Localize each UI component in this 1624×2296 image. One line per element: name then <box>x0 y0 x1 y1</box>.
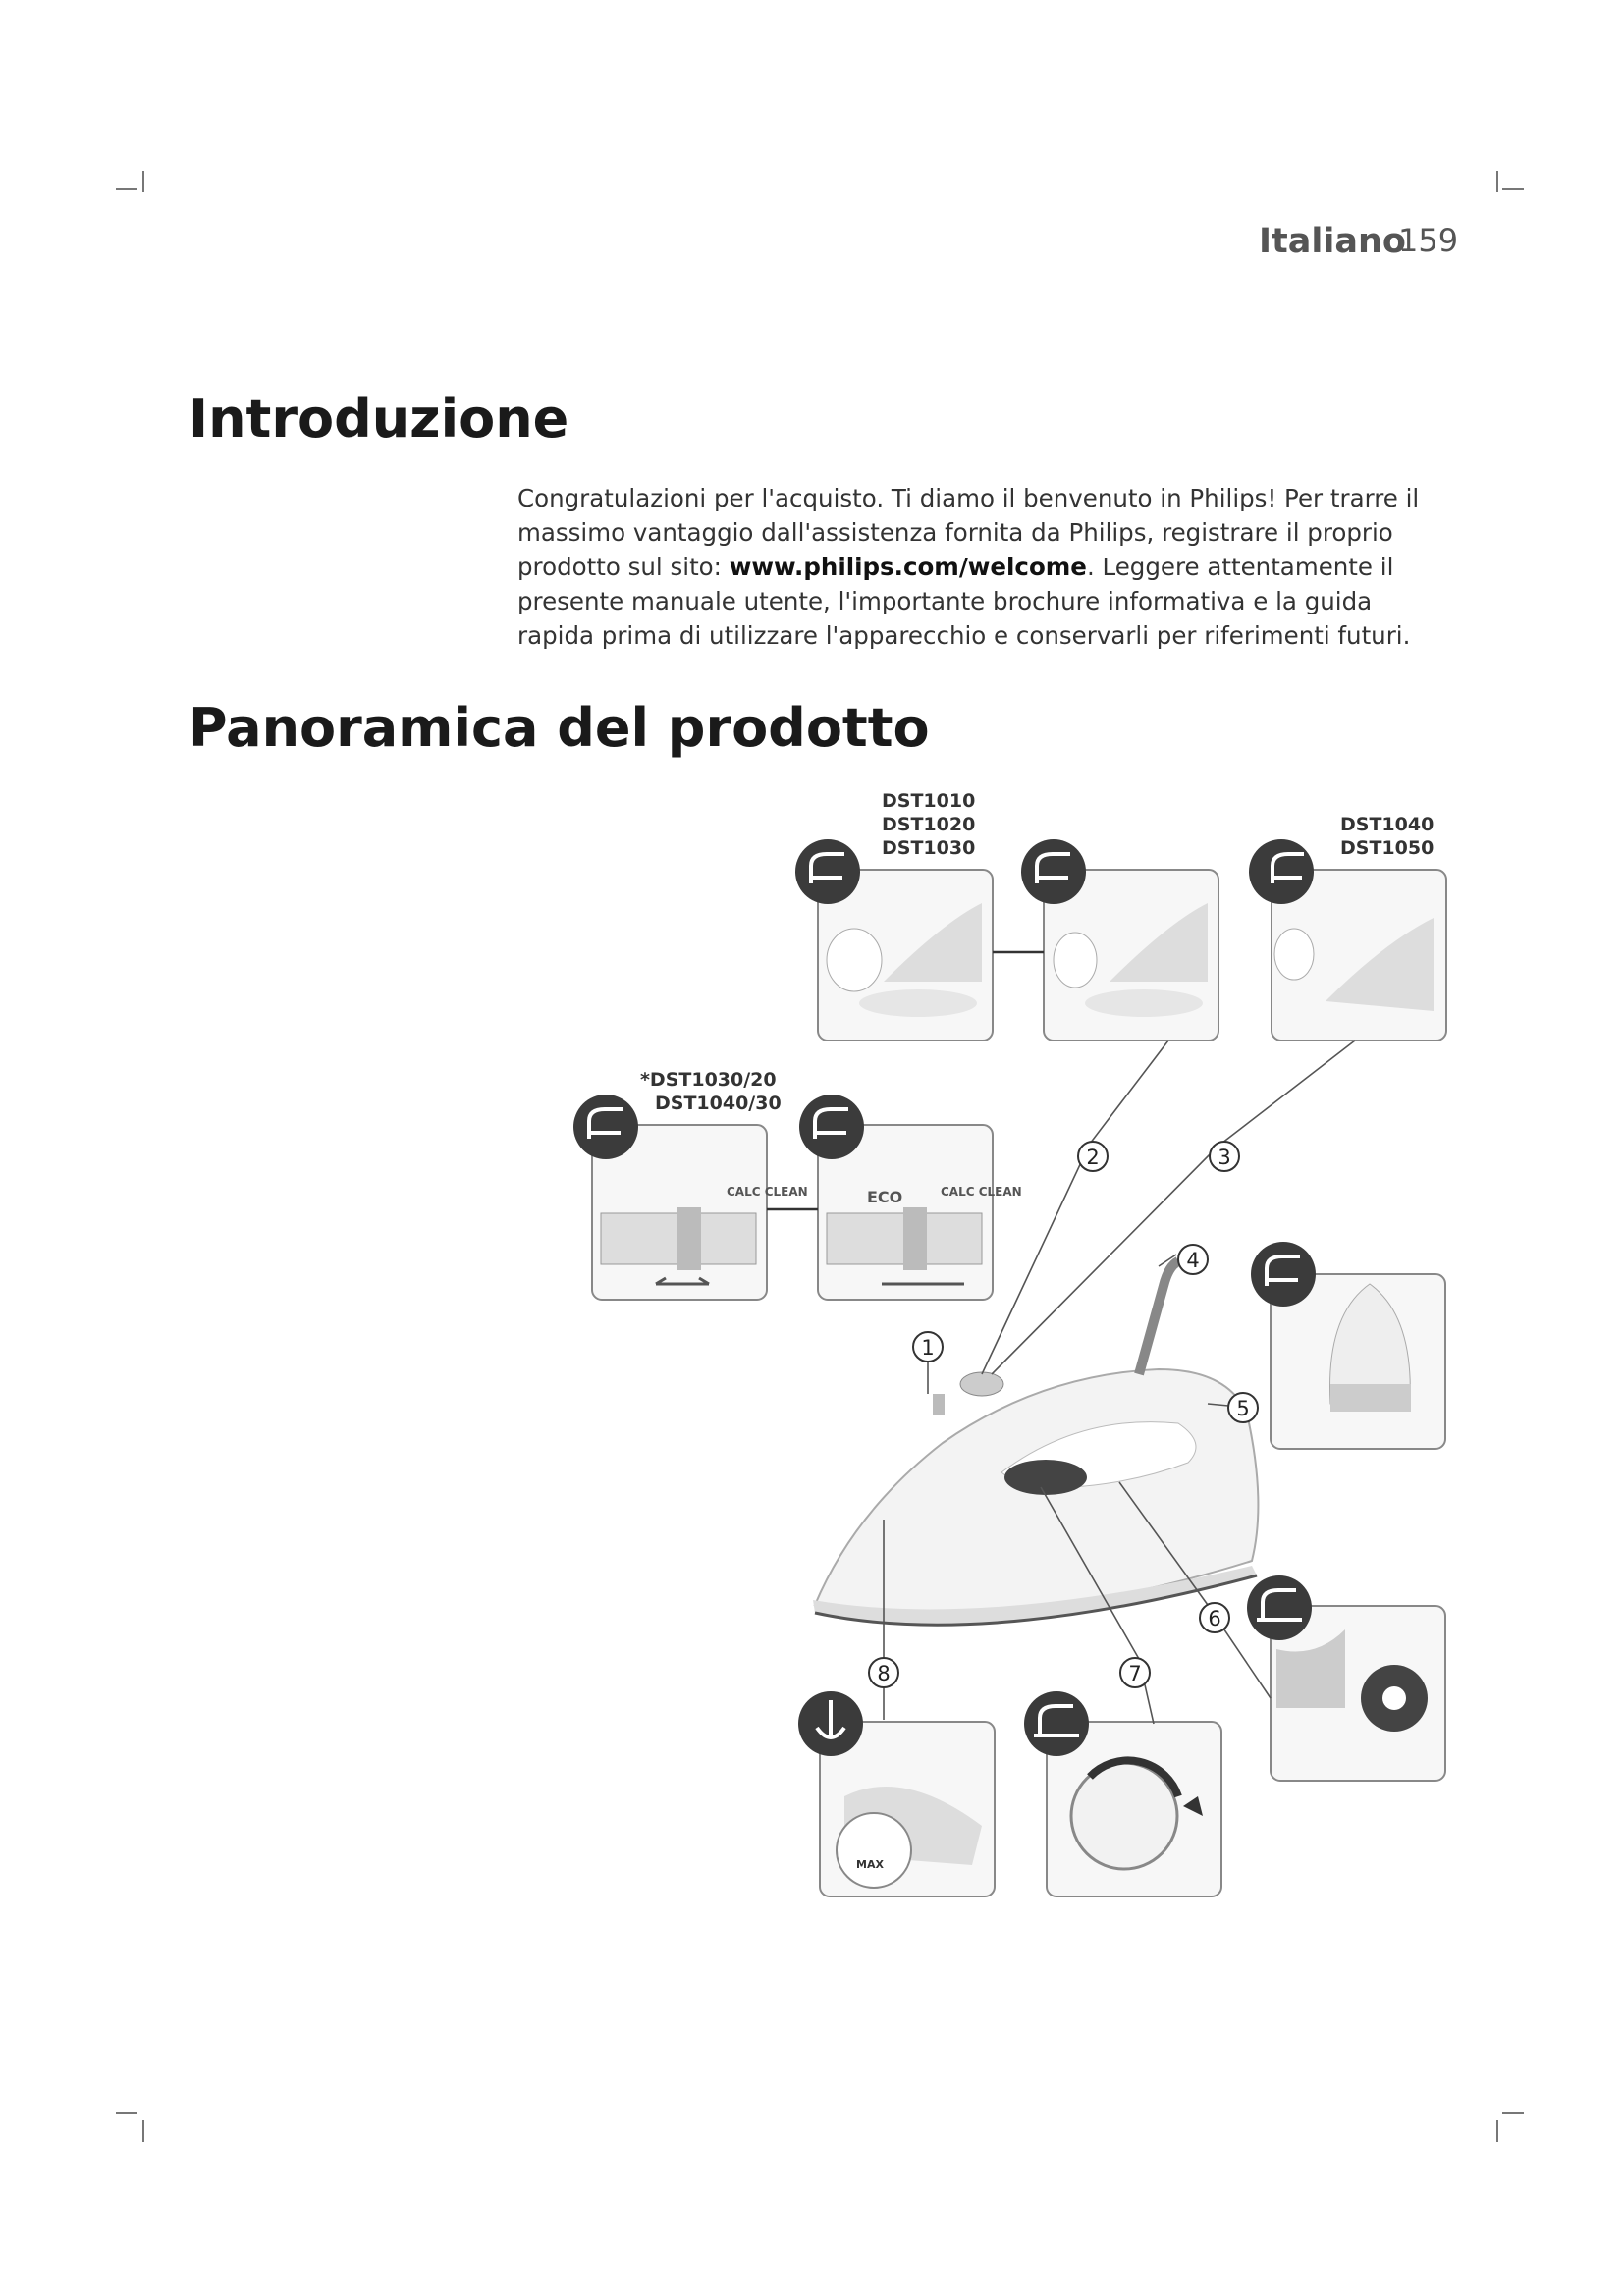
callout-5 <box>1228 1393 1258 1422</box>
model-label: DST1050 <box>1340 837 1435 859</box>
callout-1 <box>913 1332 943 1362</box>
calc-clean-label: CALC CLEAN <box>727 1185 808 1199</box>
section-title-overview: Panoramica del prodotto <box>189 697 930 759</box>
model-label: *DST1030/20 <box>640 1069 777 1091</box>
eco-label: ECO <box>867 1188 903 1206</box>
section-title-introduction: Introduzione <box>189 388 569 450</box>
temperature-light-icon <box>1247 1575 1312 1640</box>
callout-number: 4 <box>1186 1249 1200 1272</box>
steam-icon <box>799 1095 864 1159</box>
callout-number: 8 <box>877 1662 891 1685</box>
callout-3 <box>1210 1142 1239 1171</box>
header-language: Italiano <box>1259 222 1406 261</box>
temperature-dial-icon <box>1024 1691 1089 1756</box>
model-label: DST1020 <box>882 814 976 835</box>
callout-7 <box>1120 1658 1150 1687</box>
water-fill-icon <box>798 1691 863 1756</box>
callout-number: 1 <box>921 1336 935 1360</box>
model-label: DST1040 <box>1340 814 1435 835</box>
intro-text-before: Congratulazioni per l'acquisto. Ti diamo il benvenuto in Philips! Per trarre il massimo vantaggio dall'assistenza fornita da Philips, registrare il proprio prodotto sul sito: <box>517 484 1420 581</box>
callout-number: 7 <box>1128 1662 1142 1685</box>
soleplate-icon <box>1251 1242 1316 1307</box>
callout-6 <box>1200 1603 1229 1632</box>
callout-number: 6 <box>1208 1607 1221 1630</box>
callout-number: 5 <box>1236 1397 1250 1420</box>
spray-icon <box>1249 839 1314 904</box>
steam-icon <box>795 839 860 904</box>
steam-icon <box>573 1095 638 1159</box>
callout-number: 2 <box>1086 1146 1100 1169</box>
steam-iron-illustration <box>813 1261 1258 1625</box>
steam-icon <box>1021 839 1086 904</box>
model-label: DST1010 <box>882 790 976 812</box>
callout-4 <box>1178 1245 1208 1274</box>
callout-8 <box>869 1658 898 1687</box>
intro-text-after: . Leggere attentamente il presente manuale utente, l'importante brochure informativa e la guida rapida prima di utilizzare l'apparecchio e conservarli per riferimenti futuri. <box>517 553 1411 650</box>
callout-2 <box>1078 1142 1108 1171</box>
page-number: 159 <box>1398 222 1459 259</box>
registration-link[interactable]: www.philips.com/welcome <box>729 553 1087 581</box>
callout-number: 3 <box>1218 1146 1231 1169</box>
calc-clean-label: CALC CLEAN <box>941 1185 1022 1199</box>
model-label: DST1030 <box>882 837 976 859</box>
max-label: MAX <box>856 1858 884 1871</box>
model-label: DST1040/30 <box>655 1093 782 1114</box>
